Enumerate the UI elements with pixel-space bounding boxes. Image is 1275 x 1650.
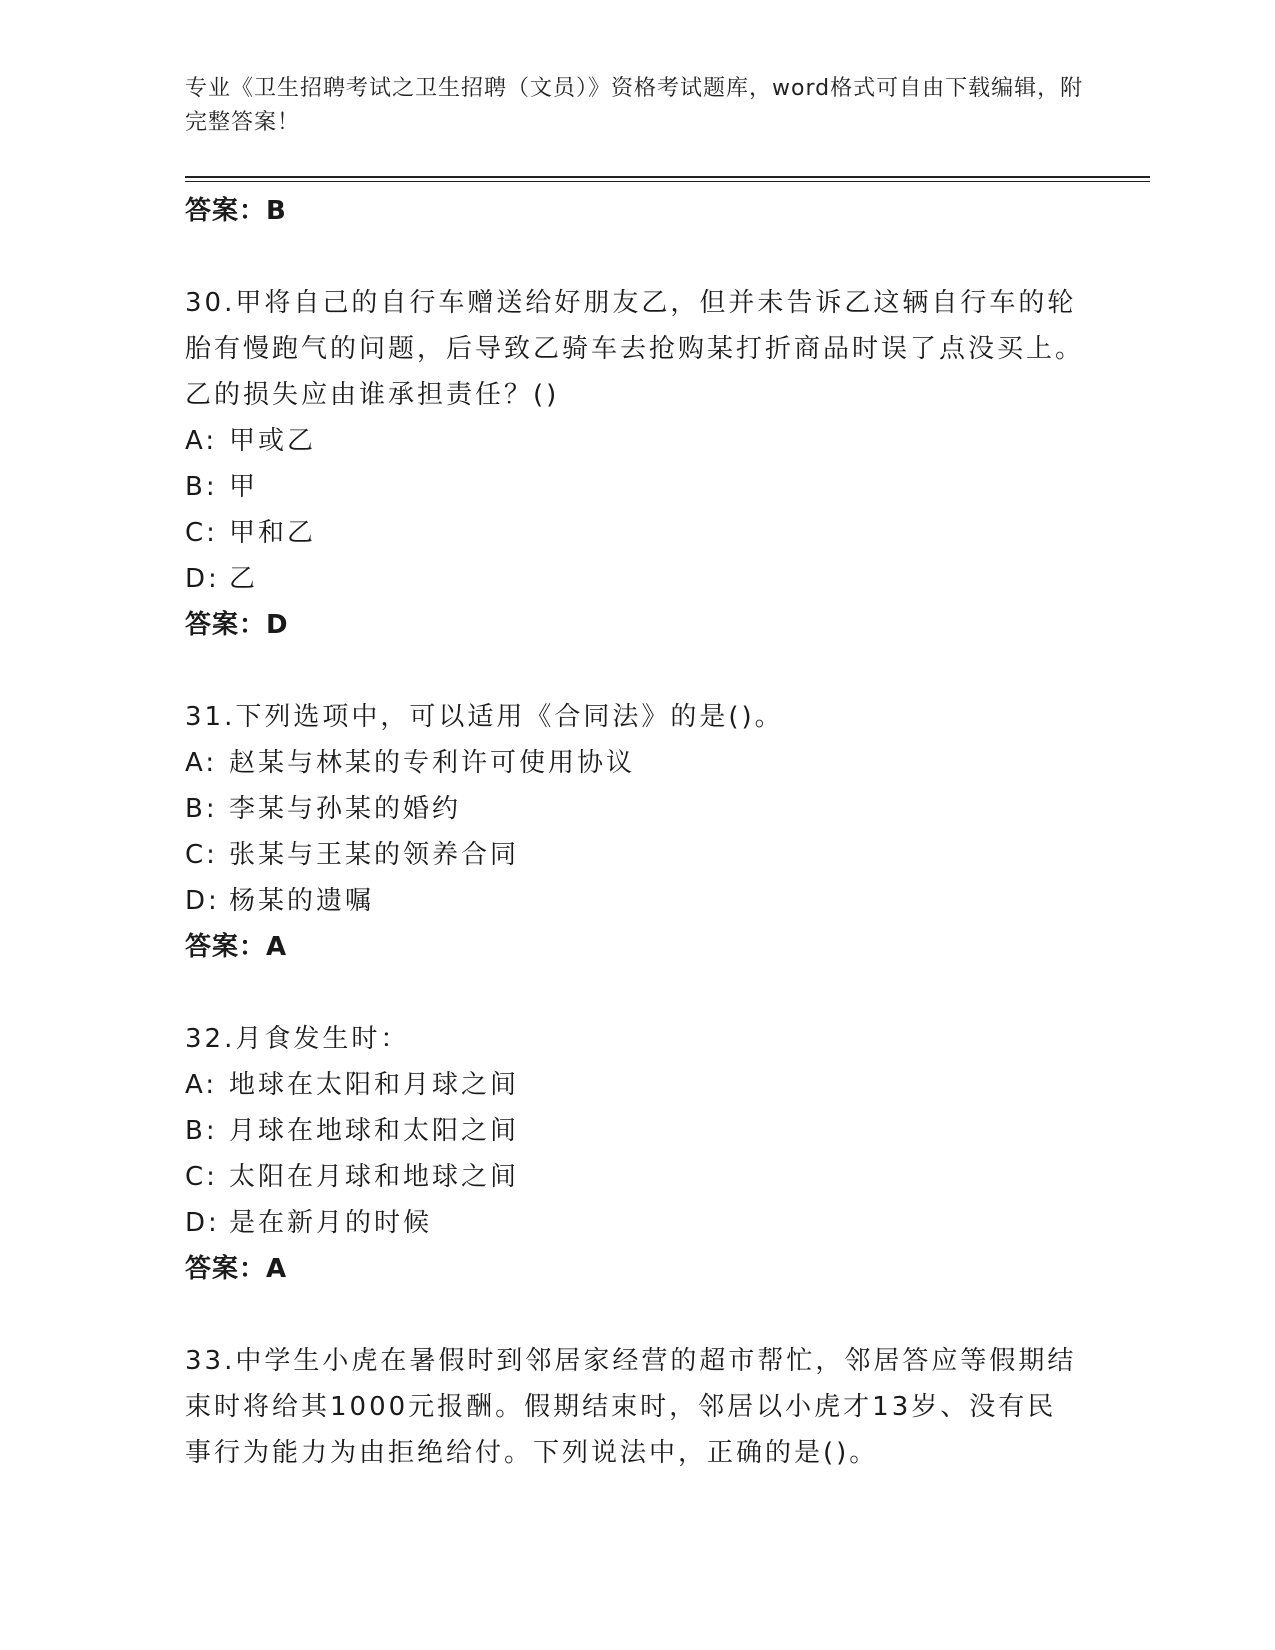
answer: 答案：A (185, 932, 288, 962)
option-c: C: 太阳在月球和地球之间 (185, 1162, 520, 1192)
header-rule-thin (185, 181, 1150, 182)
option-a: A: 地球在太阳和月球之间 (185, 1070, 520, 1100)
question-31 (185, 694, 1085, 970)
option-d: D: 是在新月的时候 (185, 1208, 433, 1238)
option-d: D: 杨某的遗嘱 (185, 886, 375, 916)
document-header: 专业《卫生招聘考试之卫生招聘（文员）》资格考试题库，word格式可自由下载编辑，附完整答案！ (185, 76, 1084, 135)
question-text: 33.中学生小虎在暑假时到邻居家经营的超市帮忙，邻居答应等假期结束时将给其1000元报酬。假期结束时，邻居以小虎才13岁、没有民事行为能力为由拒绝给付。下列说法中，正确的是()。 (185, 1346, 1077, 1468)
answer-previous: 答案：B (185, 196, 287, 226)
document-body (185, 188, 1085, 1476)
question-text: 30.甲将自己的自行车赠送给好朋友乙，但并未告诉乙这辆自行车的轮胎有慢跑气的问题，后导致乙骑车去抢购某打折商品时误了点没买上。乙的损失应由谁承担责任？() (185, 288, 1085, 410)
question-text: 32.月食发生时： (185, 1024, 410, 1054)
option-c: C: 甲和乙 (185, 518, 317, 548)
answer: 答案：A (185, 1254, 288, 1284)
option-c: C: 张某与王某的领养合同 (185, 840, 520, 870)
question-32 (185, 1016, 1085, 1292)
answer: 答案：D (185, 610, 289, 640)
option-b: B: 李某与孙某的婚约 (185, 794, 462, 824)
header-rule-thick (185, 176, 1150, 178)
question-text: 31.下列选项中，可以适用《合同法》的是()。 (185, 702, 784, 732)
option-a: A: 赵某与林某的专利许可使用协议 (185, 748, 636, 778)
option-a: A: 甲或乙 (185, 426, 317, 456)
option-b: B: 甲 (185, 472, 259, 502)
option-d: D: 乙 (185, 564, 259, 594)
question-30 (185, 280, 1085, 648)
question-33 (185, 1338, 1085, 1476)
option-b: B: 月球在地球和太阳之间 (185, 1116, 520, 1146)
